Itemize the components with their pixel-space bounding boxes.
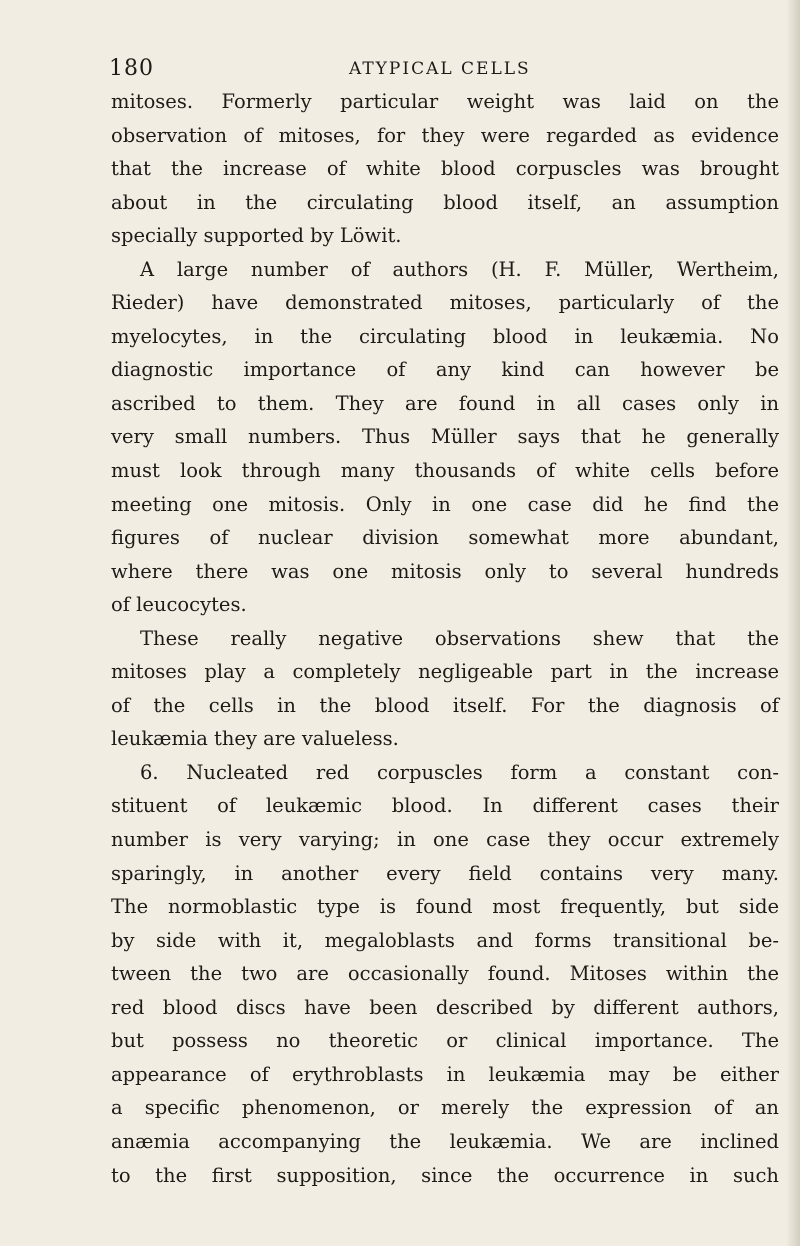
text-line: about in the circulating blood itself, an assumption — [111, 190, 779, 214]
text-line: by side with it, megaloblasts and forms transitional be- — [111, 928, 779, 952]
text-line: meeting one mitosis. Only in one case did he find the — [111, 492, 779, 516]
text-line: ascribed to them. They are found in all cases only in — [111, 391, 779, 415]
text-line: of the cells in the blood itself. For the diagnosis of — [111, 693, 779, 717]
text-line: observation of mitoses, for they were regarded as evidence — [111, 123, 779, 147]
page-number: 180 — [109, 56, 154, 81]
text-line: A large number of authors (H. F. Müller, Wertheim, — [140, 257, 779, 281]
page-header — [109, 56, 777, 86]
text-line: tween the two are occasionally found. Mitoses within the — [111, 962, 779, 986]
body-text — [111, 85, 779, 1192]
text-line: very small numbers. Thus Müller says that he generally — [111, 425, 779, 449]
text-line: The normoblastic type is found most frequently, but side — [111, 895, 779, 919]
text-line: where there was one mitosis only to several hundreds — [111, 559, 779, 583]
text-line: myelocytes, in the circulating blood in leukæmia. No — [111, 324, 779, 348]
text-line: appearance of erythroblasts in leukæmia may be either — [111, 1062, 779, 1086]
text-line: that the increase of white blood corpuscles was brought — [111, 157, 779, 181]
text-line: stituent of leukæmic blood. In different cases their — [111, 794, 779, 818]
text-line: specially supported by Löwit. — [111, 224, 402, 248]
text-line: Rieder) have demonstrated mitoses, particularly of the — [111, 291, 779, 315]
text-line: red blood discs have been described by different authors, — [111, 995, 779, 1019]
text-line: leukæmia they are valueless. — [111, 727, 399, 751]
text-line: anæmia accompanying the leukæmia. We are inclined — [111, 1129, 779, 1153]
running-head: ATYPICAL CELLS — [349, 59, 531, 79]
text-line: of leucocytes. — [111, 593, 247, 617]
text-line: mitoses play a completely negligeable part in the increase — [111, 660, 779, 684]
text-line: diagnostic importance of any kind can however be — [111, 358, 779, 382]
text-line: 6. Nucleated red corpuscles form a constant con- — [140, 760, 779, 784]
text-line: but possess no theoretic or clinical importance. The — [111, 1029, 779, 1053]
text-line: These really negative observations shew that the — [140, 626, 779, 650]
text-line: mitoses. Formerly particular weight was laid on the — [111, 90, 779, 113]
text-line: number is very varying; in one case they occur extremely — [111, 828, 779, 852]
text-line: a specific phenomenon, or merely the expression of an — [111, 1096, 779, 1120]
text-line: sparingly, in another every field contains very many. — [111, 861, 779, 885]
text-line: figures of nuclear division somewhat more abundant, — [111, 526, 779, 550]
text-line: must look through many thousands of white cells before — [111, 459, 779, 483]
text-line: to the first supposition, since the occurrence in such — [111, 1163, 779, 1187]
